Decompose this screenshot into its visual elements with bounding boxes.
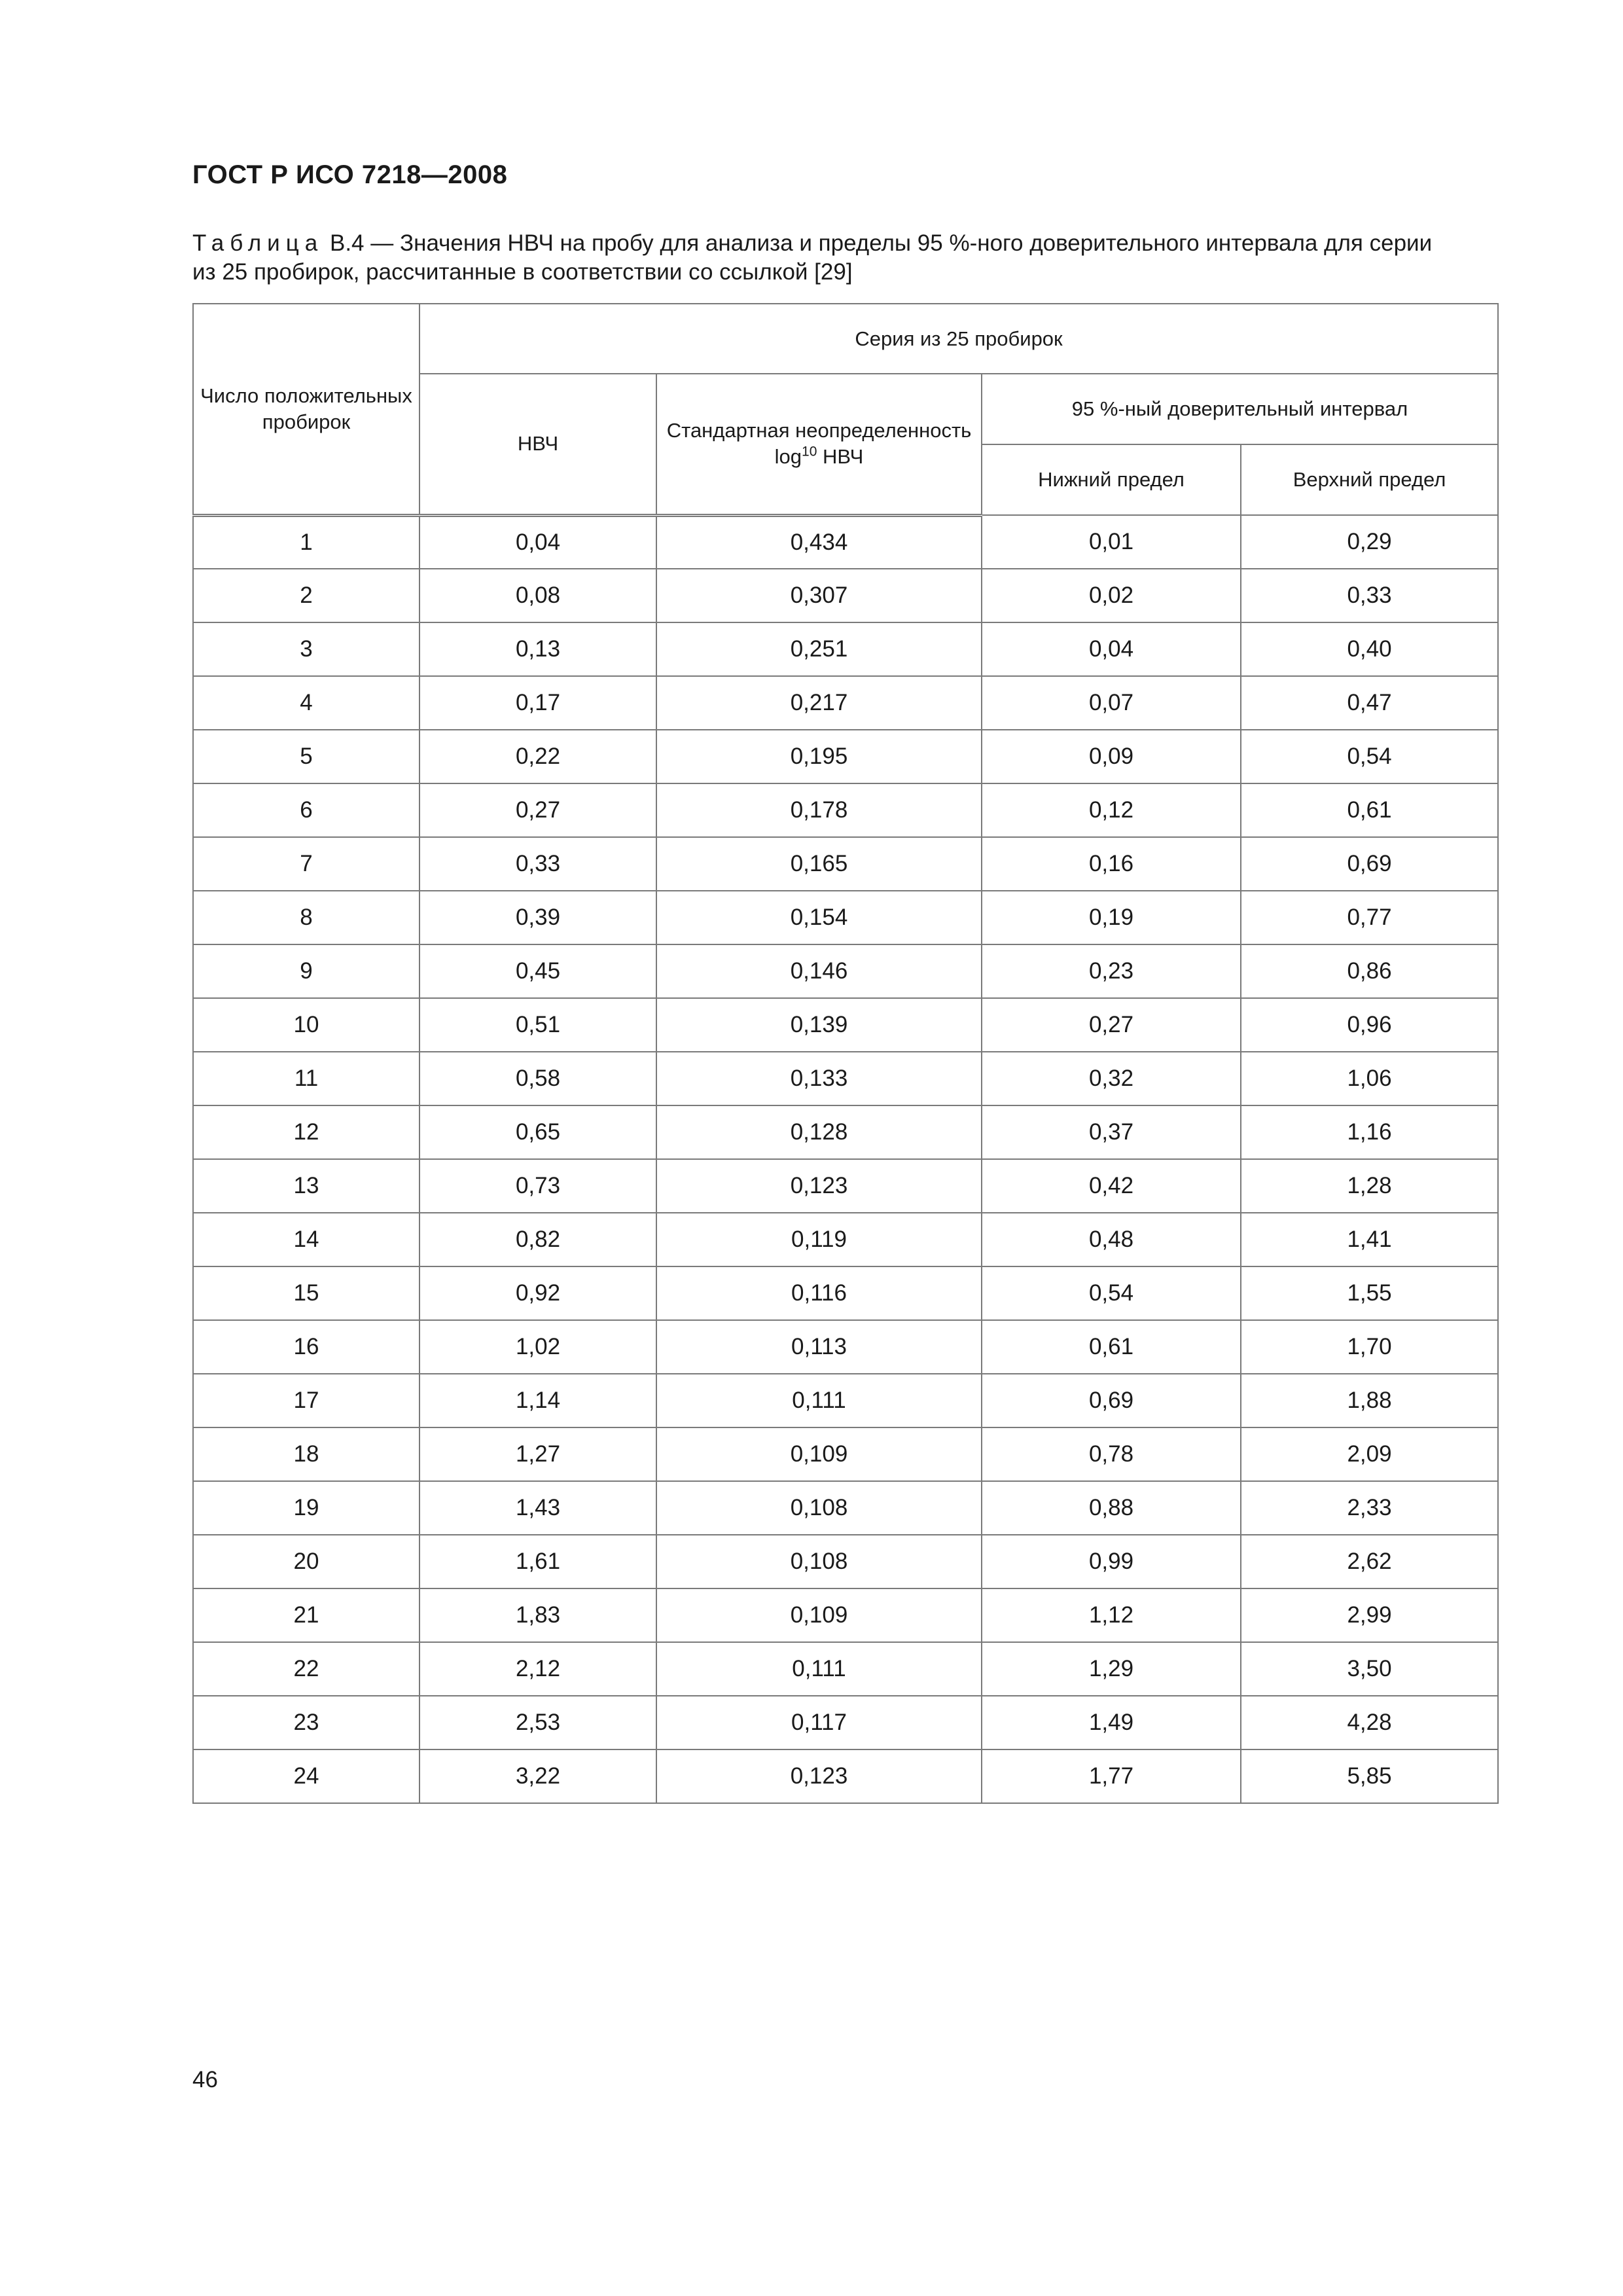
caption-label: Таблица: [192, 230, 324, 256]
cell-lower-limit: 0,02: [982, 569, 1241, 622]
cell-lower-limit: 0,16: [982, 837, 1241, 891]
cell-positive-count: 4: [193, 676, 419, 730]
header-series: Серия из 25 пробирок: [419, 304, 1498, 374]
cell-mpn: 1,27: [419, 1427, 656, 1481]
cell-positive-count: 7: [193, 837, 419, 891]
cell-std-uncertainty: 0,434: [656, 515, 982, 569]
cell-std-uncertainty: 0,108: [656, 1535, 982, 1588]
table-row: [193, 1052, 1498, 1105]
cell-mpn: 1,02: [419, 1320, 656, 1374]
table-caption: [192, 229, 1514, 287]
cell-std-uncertainty: 0,111: [656, 1374, 982, 1427]
cell-std-uncertainty: 0,178: [656, 783, 982, 837]
table-row: [193, 1213, 1498, 1266]
cell-positive-count: 6: [193, 783, 419, 837]
table-row: [193, 1642, 1498, 1696]
cell-lower-limit: 0,19: [982, 891, 1241, 944]
cell-positive-count: 11: [193, 1052, 419, 1105]
cell-lower-limit: 0,32: [982, 1052, 1241, 1105]
table-row: [193, 730, 1498, 783]
cell-positive-count: 3: [193, 622, 419, 676]
header-std-uncertainty: [656, 374, 982, 515]
table-row: [193, 676, 1498, 730]
table-row: [193, 1535, 1498, 1588]
cell-mpn: 0,27: [419, 783, 656, 837]
cell-upper-limit: 2,99: [1241, 1588, 1498, 1642]
cell-mpn: 0,82: [419, 1213, 656, 1266]
cell-positive-count: 9: [193, 944, 419, 998]
page-number: 46: [192, 2067, 218, 2092]
header-upper-limit: Верхний предел: [1241, 444, 1498, 515]
cell-std-uncertainty: 0,109: [656, 1427, 982, 1481]
table-row: [193, 515, 1498, 569]
cell-lower-limit: 0,04: [982, 622, 1241, 676]
cell-positive-count: 10: [193, 998, 419, 1052]
header-std-main: Стандартная неопределенность log: [666, 419, 972, 469]
cell-positive-count: 21: [193, 1588, 419, 1642]
cell-upper-limit: 0,77: [1241, 891, 1498, 944]
cell-mpn: 0,92: [419, 1266, 656, 1320]
header-std-tail: НВЧ: [823, 445, 864, 469]
cell-upper-limit: 2,09: [1241, 1427, 1498, 1481]
cell-std-uncertainty: 0,146: [656, 944, 982, 998]
cell-lower-limit: 1,12: [982, 1588, 1241, 1642]
caption-number: В.4: [329, 230, 365, 256]
cell-upper-limit: 1,88: [1241, 1374, 1498, 1427]
cell-std-uncertainty: 0,116: [656, 1266, 982, 1320]
cell-std-uncertainty: 0,154: [656, 891, 982, 944]
cell-std-uncertainty: 0,307: [656, 569, 982, 622]
cell-mpn: 0,04: [419, 515, 656, 569]
cell-std-uncertainty: 0,133: [656, 1052, 982, 1105]
table-row: [193, 891, 1498, 944]
cell-mpn: 0,58: [419, 1052, 656, 1105]
cell-mpn: 0,33: [419, 837, 656, 891]
table-body: [193, 515, 1498, 1803]
cell-upper-limit: 1,28: [1241, 1159, 1498, 1213]
cell-lower-limit: 0,78: [982, 1427, 1241, 1481]
cell-mpn: 0,45: [419, 944, 656, 998]
cell-positive-count: 5: [193, 730, 419, 783]
cell-positive-count: 19: [193, 1481, 419, 1535]
cell-lower-limit: 0,07: [982, 676, 1241, 730]
table-row: [193, 1266, 1498, 1320]
cell-mpn: 0,51: [419, 998, 656, 1052]
mpn-table: [192, 303, 1499, 1804]
cell-lower-limit: 0,12: [982, 783, 1241, 837]
cell-positive-count: 18: [193, 1427, 419, 1481]
cell-mpn: 3,22: [419, 1749, 656, 1803]
cell-std-uncertainty: 0,111: [656, 1642, 982, 1696]
table-row: [193, 1105, 1498, 1159]
cell-positive-count: 20: [193, 1535, 419, 1588]
cell-lower-limit: 0,99: [982, 1535, 1241, 1588]
header-mpn: НВЧ: [419, 374, 656, 515]
cell-upper-limit: 0,86: [1241, 944, 1498, 998]
cell-lower-limit: 0,09: [982, 730, 1241, 783]
cell-positive-count: 16: [193, 1320, 419, 1374]
cell-std-uncertainty: 0,123: [656, 1749, 982, 1803]
cell-mpn: 1,83: [419, 1588, 656, 1642]
table-row: [193, 1159, 1498, 1213]
cell-upper-limit: 0,54: [1241, 730, 1498, 783]
table-row: [193, 622, 1498, 676]
table-row: [193, 1696, 1498, 1749]
cell-lower-limit: 0,88: [982, 1481, 1241, 1535]
cell-positive-count: 2: [193, 569, 419, 622]
cell-std-uncertainty: 0,217: [656, 676, 982, 730]
header-confidence-interval: 95 %-ный доверительный интервал: [982, 374, 1498, 444]
cell-lower-limit: 0,27: [982, 998, 1241, 1052]
table-row: [193, 1320, 1498, 1374]
cell-mpn: 0,13: [419, 622, 656, 676]
cell-std-uncertainty: 0,109: [656, 1588, 982, 1642]
table-row: [193, 1374, 1498, 1427]
cell-upper-limit: 0,40: [1241, 622, 1498, 676]
cell-mpn: 0,65: [419, 1105, 656, 1159]
table-row: [193, 998, 1498, 1052]
cell-upper-limit: 0,33: [1241, 569, 1498, 622]
cell-upper-limit: 1,41: [1241, 1213, 1498, 1266]
cell-lower-limit: 0,69: [982, 1374, 1241, 1427]
cell-lower-limit: 1,77: [982, 1749, 1241, 1803]
cell-std-uncertainty: 0,251: [656, 622, 982, 676]
cell-mpn: 2,12: [419, 1642, 656, 1696]
table-row: [193, 1749, 1498, 1803]
cell-lower-limit: 1,49: [982, 1696, 1241, 1749]
cell-positive-count: 17: [193, 1374, 419, 1427]
header-std-sup: 10: [802, 444, 817, 459]
cell-upper-limit: 0,47: [1241, 676, 1498, 730]
table-row: [193, 783, 1498, 837]
cell-lower-limit: 0,48: [982, 1213, 1241, 1266]
table-row: [193, 1588, 1498, 1642]
cell-std-uncertainty: 0,123: [656, 1159, 982, 1213]
cell-upper-limit: 1,70: [1241, 1320, 1498, 1374]
cell-positive-count: 1: [193, 515, 419, 569]
cell-upper-limit: 3,50: [1241, 1642, 1498, 1696]
cell-upper-limit: 2,62: [1241, 1535, 1498, 1588]
cell-std-uncertainty: 0,117: [656, 1696, 982, 1749]
table-row: [193, 1481, 1498, 1535]
cell-std-uncertainty: 0,113: [656, 1320, 982, 1374]
cell-positive-count: 13: [193, 1159, 419, 1213]
cell-mpn: 2,53: [419, 1696, 656, 1749]
cell-std-uncertainty: 0,119: [656, 1213, 982, 1266]
caption-text-line2: из 25 пробирок, рассчитанные в соответствии со ссылкой [29]: [192, 259, 853, 285]
caption-text-line1: — Значения НВЧ на пробу для анализа и пределы 95 %-ного доверительного интервала для серии: [370, 230, 1433, 256]
cell-mpn: 0,73: [419, 1159, 656, 1213]
cell-mpn: 0,39: [419, 891, 656, 944]
cell-positive-count: 23: [193, 1696, 419, 1749]
cell-mpn: 0,17: [419, 676, 656, 730]
cell-mpn: 1,43: [419, 1481, 656, 1535]
table-row: [193, 569, 1498, 622]
cell-lower-limit: 0,23: [982, 944, 1241, 998]
cell-positive-count: 12: [193, 1105, 419, 1159]
cell-std-uncertainty: 0,128: [656, 1105, 982, 1159]
cell-std-uncertainty: 0,108: [656, 1481, 982, 1535]
cell-std-uncertainty: 0,165: [656, 837, 982, 891]
cell-std-uncertainty: 0,195: [656, 730, 982, 783]
cell-upper-limit: 5,85: [1241, 1749, 1498, 1803]
cell-upper-limit: 0,96: [1241, 998, 1498, 1052]
cell-mpn: 1,14: [419, 1374, 656, 1427]
cell-mpn: 0,22: [419, 730, 656, 783]
cell-positive-count: 8: [193, 891, 419, 944]
header-lower-limit: Нижний предел: [982, 444, 1241, 515]
cell-upper-limit: 0,29: [1241, 515, 1498, 569]
cell-lower-limit: 0,01: [982, 515, 1241, 569]
cell-lower-limit: 1,29: [982, 1642, 1241, 1696]
cell-positive-count: 14: [193, 1213, 419, 1266]
cell-upper-limit: 2,33: [1241, 1481, 1498, 1535]
cell-lower-limit: 0,37: [982, 1105, 1241, 1159]
cell-std-uncertainty: 0,139: [656, 998, 982, 1052]
header-positive-count: Число положительных пробирок: [193, 304, 419, 515]
cell-lower-limit: 0,54: [982, 1266, 1241, 1320]
cell-mpn: 1,61: [419, 1535, 656, 1588]
cell-positive-count: 15: [193, 1266, 419, 1320]
cell-upper-limit: 1,06: [1241, 1052, 1498, 1105]
cell-lower-limit: 0,42: [982, 1159, 1241, 1213]
cell-upper-limit: 1,55: [1241, 1266, 1498, 1320]
cell-lower-limit: 0,61: [982, 1320, 1241, 1374]
table-row: [193, 1427, 1498, 1481]
table-row: [193, 944, 1498, 998]
table-row: [193, 837, 1498, 891]
document-header: ГОСТ Р ИСО 7218—2008: [192, 160, 508, 189]
cell-positive-count: 24: [193, 1749, 419, 1803]
cell-upper-limit: 4,28: [1241, 1696, 1498, 1749]
cell-mpn: 0,08: [419, 569, 656, 622]
cell-upper-limit: 0,61: [1241, 783, 1498, 837]
cell-upper-limit: 0,69: [1241, 837, 1498, 891]
cell-upper-limit: 1,16: [1241, 1105, 1498, 1159]
cell-positive-count: 22: [193, 1642, 419, 1696]
